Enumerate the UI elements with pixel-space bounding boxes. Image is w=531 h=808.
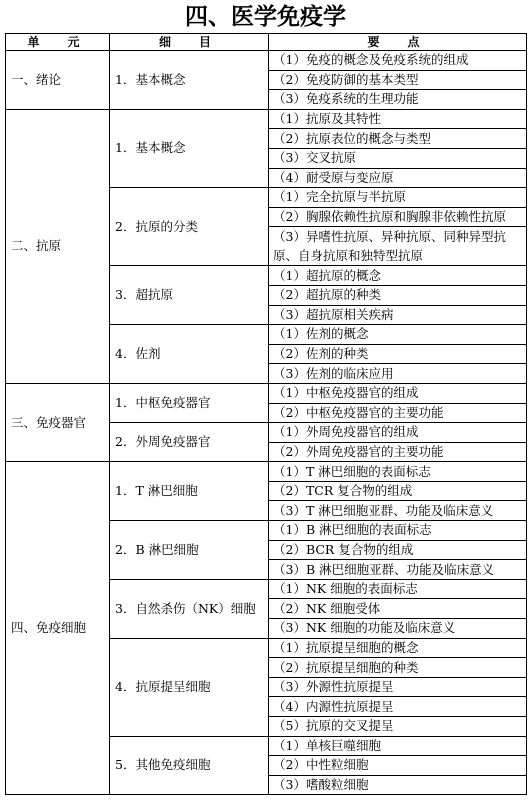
point-cell: （1）抗原及其特性	[269, 109, 527, 129]
point-cell: （1）NK 细胞的表面标志	[269, 579, 527, 599]
subject-cell: 2．外周免疫器官	[110, 423, 269, 462]
header-row	[6, 34, 527, 51]
point-cell: （1）免疫的概念及免疫系统的组成	[269, 51, 527, 71]
page-title: 四、医学免疫学	[185, 4, 346, 30]
unit-cell: 二、抗原	[6, 109, 110, 383]
table-row	[6, 383, 527, 403]
subject-cell: 3．自然杀伤（NK）细胞	[110, 579, 269, 638]
point-cell: （3）异嗜性抗原、异种抗原、同种异型抗原、自身抗原和独特型抗原	[269, 227, 527, 266]
unit-cell: 一、绪论	[6, 51, 110, 110]
subject-cell: 3．超抗原	[110, 266, 269, 325]
point-cell: （2）TCR 复合物的组成	[269, 481, 527, 501]
header-points: 要 点	[269, 34, 527, 51]
subject-cell: 1．基本概念	[110, 51, 269, 110]
point-cell: （3）NK 细胞的功能及临床意义	[269, 619, 527, 639]
point-cell: （2）免疫防御的基本类型	[269, 70, 527, 90]
subject-cell: 1．中枢免疫器官	[110, 383, 269, 422]
point-cell: （3）超抗原相关疾病	[269, 305, 527, 325]
subject-cell: 5．其他免疫细胞	[110, 736, 269, 795]
point-cell: （1）单核巨噬细胞	[269, 736, 527, 756]
point-cell: （2）抗原提呈细胞的种类	[269, 658, 527, 678]
header-unit: 单 元	[6, 34, 110, 51]
point-cell: （2）中枢免疫器官的主要功能	[269, 403, 527, 423]
subject-cell: 1．基本概念	[110, 109, 269, 187]
point-cell: （2）抗原表位的概念与类型	[269, 129, 527, 149]
point-cell: （1）中枢免疫器官的组成	[269, 383, 527, 403]
point-cell: （1）T 淋巴细胞的表面标志	[269, 462, 527, 482]
point-cell: （3）佐剂的临床应用	[269, 364, 527, 384]
table-row	[6, 109, 527, 129]
point-cell: （1）外周免疫器官的组成	[269, 423, 527, 443]
point-cell: （3）T 淋巴细胞亚群、功能及临床意义	[269, 501, 527, 521]
point-cell: （2）超抗原的种类	[269, 285, 527, 305]
point-cell: （2）胸腺依赖性抗原和胸腺非依赖性抗原	[269, 207, 527, 227]
unit-cell: 四、免疫细胞	[6, 462, 110, 795]
header-subject: 细 目	[110, 34, 269, 51]
table-body	[6, 51, 527, 795]
point-cell: （4）内源性抗原提呈	[269, 697, 527, 717]
point-cell: （2）NK 细胞受体	[269, 599, 527, 619]
table-row	[6, 51, 527, 71]
point-cell: （2）BCR 复合物的组成	[269, 540, 527, 560]
subject-cell: 4．抗原提呈细胞	[110, 638, 269, 736]
point-cell: （5）抗原的交叉提呈	[269, 717, 527, 737]
point-cell: （2）外周免疫器官的主要功能	[269, 442, 527, 462]
unit-cell: 三、免疫器官	[6, 383, 110, 461]
point-cell: （3）交叉抗原	[269, 148, 527, 168]
point-cell: （3）外源性抗原提呈	[269, 677, 527, 697]
point-cell: （1）超抗原的概念	[269, 266, 527, 286]
table-row	[6, 462, 527, 482]
point-cell: （3）嗜酸粒细胞	[269, 775, 527, 795]
point-cell: （2）中性粒细胞	[269, 756, 527, 776]
subject-cell: 2．B 淋巴细胞	[110, 521, 269, 580]
point-cell: （3）免疫系统的生理功能	[269, 90, 527, 110]
subject-cell: 4．佐剂	[110, 325, 269, 384]
subject-cell: 2．抗原的分类	[110, 188, 269, 266]
point-cell: （3）B 淋巴细胞亚群、功能及临床意义	[269, 560, 527, 580]
point-cell: （1）完全抗原与半抗原	[269, 188, 527, 208]
subject-cell: 1．T 淋巴细胞	[110, 462, 269, 521]
point-cell: （1）抗原提呈细胞的概念	[269, 638, 527, 658]
point-cell: （2）佐剂的种类	[269, 344, 527, 364]
syllabus-table	[5, 33, 527, 795]
point-cell: （1）佐剂的概念	[269, 325, 527, 345]
point-cell: （4）耐受原与变应原	[269, 168, 527, 188]
point-cell: （1）B 淋巴细胞的表面标志	[269, 521, 527, 541]
